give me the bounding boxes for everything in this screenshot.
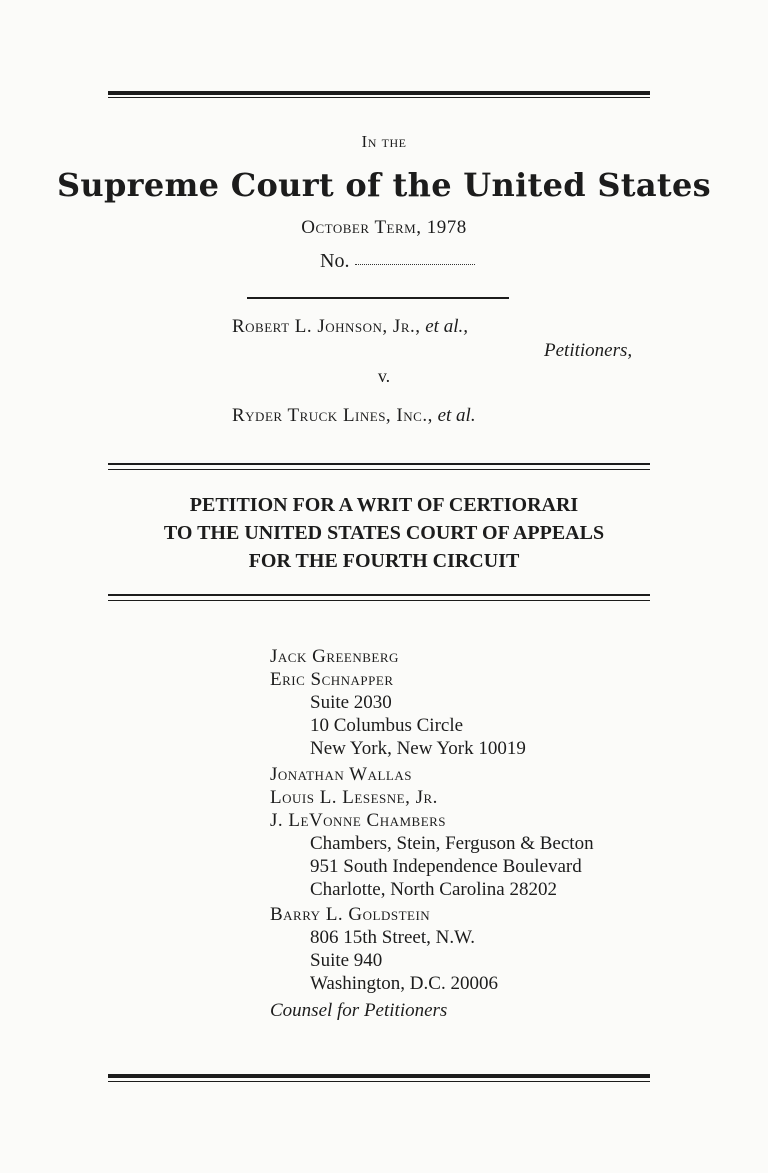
caption-rule (247, 297, 509, 299)
top-rule (108, 91, 650, 95)
counsel-name: Louis L. Lesesne, Jr. (270, 787, 438, 808)
address-line: Charlotte, North Carolina 28202 (310, 879, 557, 900)
counsel-name: Jonathan Wallas (270, 764, 412, 785)
top-rule-thin (108, 97, 650, 98)
counsel-name: J. LeVonne Chambers (270, 810, 447, 831)
counsel-name: Jack Greenberg (270, 646, 399, 667)
respondent-etal: et al. (437, 405, 476, 426)
title-line-1: PETITION FOR A WRIT OF CERTIORARI (189, 494, 579, 516)
docket-number-blank (355, 264, 475, 265)
address-line: 951 South Independence Boulevard (310, 856, 582, 877)
versus: v. (377, 366, 391, 386)
title-top-rule (108, 463, 650, 465)
address-line: Suite 2030 (310, 692, 392, 713)
counsel-for-petitioners: Counsel for Petitioners (270, 1000, 448, 1021)
title-bottom-rule-thin (108, 600, 650, 601)
counsel-group-1 (270, 645, 526, 760)
document-title (0, 491, 768, 575)
petitioner-name: Robert L. Johnson, Jr., (232, 316, 421, 337)
term: October Term, 1978 (301, 217, 467, 238)
bottom-rule-thin (108, 1081, 650, 1082)
petitioner-role: Petitioners, (544, 340, 633, 361)
respondent (232, 405, 476, 427)
address-line: 806 15th Street, N.W. (310, 927, 476, 948)
title-line-3: FOR THE FOURTH CIRCUIT (248, 550, 520, 572)
address-line: Suite 940 (310, 950, 383, 971)
petitioner-etal: et al., (425, 316, 468, 337)
title-bottom-rule (108, 594, 650, 596)
in-the-label: In the (361, 132, 407, 151)
title-line-2: TO THE UNITED STATES COURT OF APPEALS (163, 522, 605, 544)
counsel-name: Eric Schnapper (270, 669, 394, 690)
counsel-name: Barry L. Goldstein (270, 904, 431, 925)
title-top-rule-thin (108, 469, 650, 470)
court-name: Supreme Court of the United States (57, 166, 711, 204)
address-line: Washington, D.C. 20006 (310, 973, 498, 994)
respondent-name: Ryder Truck Lines, Inc., (232, 405, 433, 426)
docket-number (320, 250, 475, 273)
petitioner (232, 316, 468, 338)
address-line: 10 Columbus Circle (310, 715, 464, 736)
bottom-rule (108, 1074, 650, 1078)
address-line: Chambers, Stein, Ferguson & Becton (310, 833, 594, 854)
counsel-group-2 (270, 763, 594, 901)
address-line: New York, New York 10019 (310, 738, 526, 759)
docket-number-label: No. (320, 250, 350, 272)
counsel-group-3 (270, 903, 498, 995)
